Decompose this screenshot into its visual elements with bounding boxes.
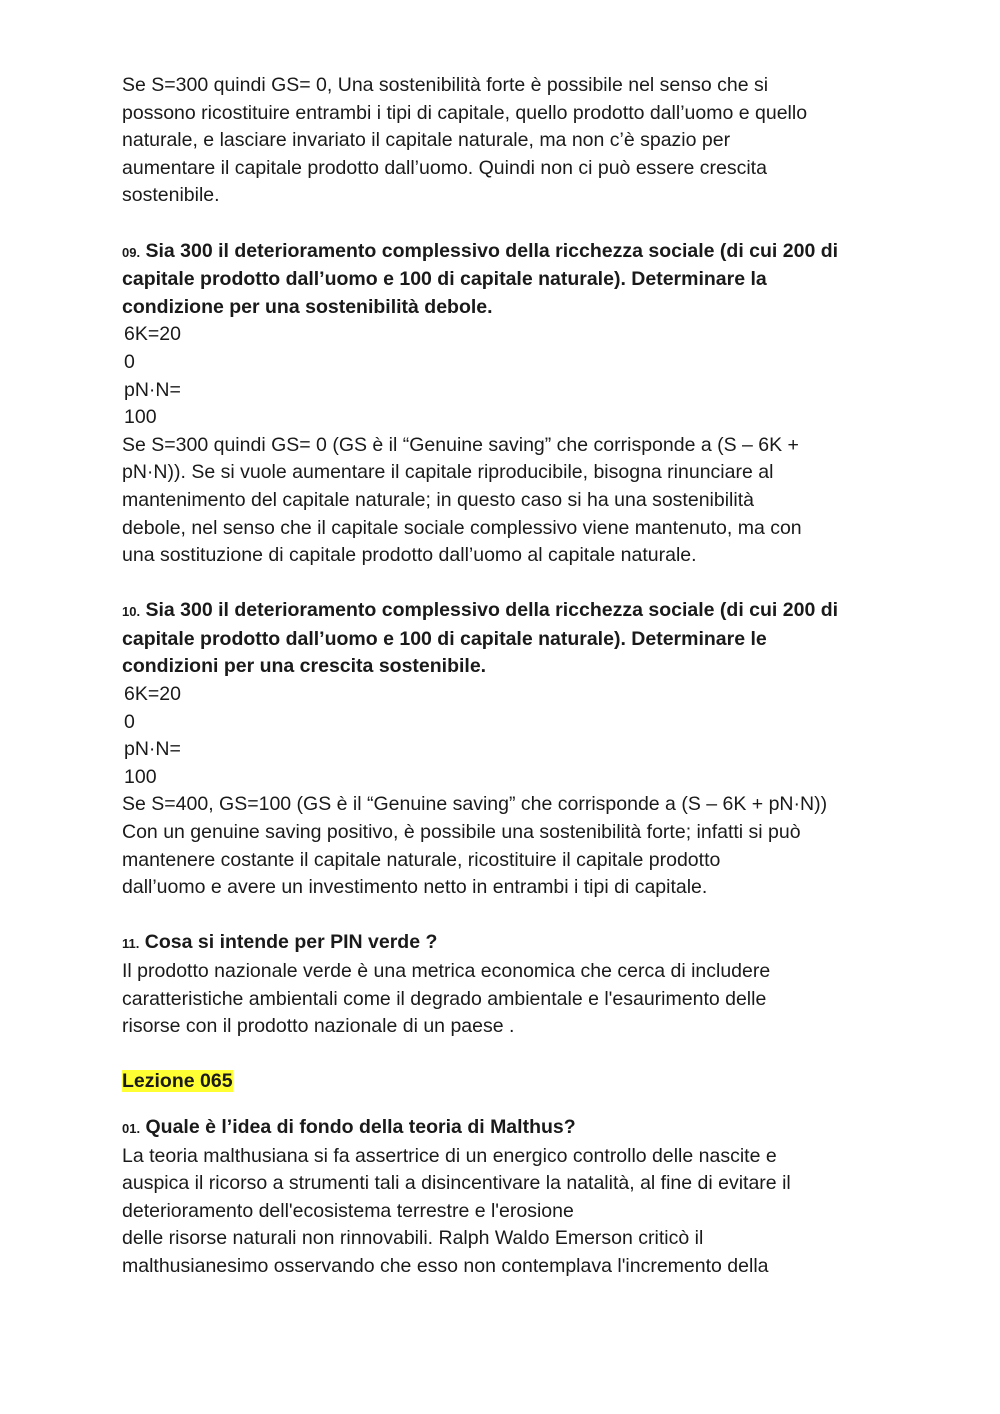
lesson-title: Lezione 065 [122,1070,233,1093]
spacer [122,902,882,930]
question-text: Sia 300 il deterioramento complessivo della ricchezza sociale (di cui 200 di [145,239,839,262]
formula-line: 0 [124,710,135,733]
question-text: Cosa si intende per PIN verde ? [144,931,438,954]
formula-line: 6K=20 [124,683,181,706]
answer-line: delle risorse naturali non rinnovabili. Ralph Waldo Emerson criticò il [122,1227,704,1250]
answer-line: risorse con il prodotto nazionale di un paese . [122,1015,515,1038]
answer-line: una sostituzione di capitale prodotto dall’uomo al capitale naturale. [122,544,697,567]
answer-line: pN·N)). Se si vuole aumentare il capitale riproducibile, bisogna rinunciare al [122,461,774,484]
question-line: condizione per una sostenibilità debole. [122,295,493,318]
question-11 [122,929,882,1040]
continuation-paragraph [122,72,882,210]
answer-line: dall’uomo e avere un investimento netto in entrambi i tipi di capitale. [122,876,708,899]
formula-line: 100 [124,406,157,429]
question-10 [122,597,882,902]
paragraph-line: sostenibile. [122,184,220,207]
question-line: capitale prodotto dall’uomo e 100 di capitale naturale). Determinare le [122,627,767,650]
paragraph-line: naturale, e lasciare invariato il capitale naturale, ma non c’è spazio per [122,129,731,152]
question-01 [122,1114,882,1281]
question-number: 09. [122,244,141,260]
question-text: Sia 300 il deterioramento complessivo della ricchezza sociale (di cui 200 di [145,599,839,622]
answer-line: Il prodotto nazionale verde è una metrica economica che cerca di includere [122,960,771,982]
lesson-heading [122,1068,882,1096]
question-09 [122,238,882,570]
spacer [122,210,882,238]
question-line: capitale prodotto dall’uomo e 100 di capitale naturale). Determinare la [122,268,767,291]
answer-line: malthusianesimo osservando che esso non contemplava l'incremento della [122,1254,769,1277]
question-text: Quale è l’idea di fondo della teoria di Malthus? [145,1115,576,1138]
formula-line: pN·N= [124,378,181,401]
answer-line: Se S=400, GS=100 (GS è il “Genuine saving” che corrisponde a (S – 6K + pN·N)) [122,793,828,816]
question-line [122,238,882,267]
spacer [122,1041,882,1069]
answer-line: mantenimento del capitale naturale; in questo caso si ha una sostenibilità [122,488,754,511]
document-page [122,72,882,1281]
paragraph-line: aumentare il capitale prodotto dall’uomo. Quindi non ci può essere crescita [122,156,767,179]
question-number: 11. [122,936,140,952]
answer-line: mantenere costante il capitale naturale, ricostituire il capitale prodotto [122,848,721,871]
question-line: condizioni per una crescita sostenibile. [122,655,487,678]
question-line [122,597,882,626]
answer-line: caratteristiche ambientali come il degrado ambientale e l'esaurimento delle [122,987,767,1010]
formula-line: 0 [124,350,135,373]
question-line [122,929,882,958]
formula-line: 100 [124,765,157,788]
formula-line: pN·N= [124,738,181,761]
spacer [122,570,882,598]
question-number: 10. [122,604,141,620]
answer-line: Con un genuine saving positivo, è possibile una sostenibilità forte; infatti si può [122,821,801,844]
answer-line: Se S=300 quindi GS= 0 (GS è il “Genuine saving” che corrisponde a (S – 6K + [122,433,799,456]
paragraph-line: possono ricostituire entrambi i tipi di capitale, quello prodotto dall’uomo e quello [122,101,808,124]
answer-line: debole, nel senso che il capitale sociale complessivo viene mantenuto, ma con [122,516,802,539]
question-line [122,1114,882,1143]
answer-line: deterioramento dell'ecosistema terrestre e l'erosione [122,1199,574,1222]
answer-line: La teoria malthusiana si fa assertrice di un energico controllo delle nascite e [122,1144,777,1167]
answer-line: auspica il ricorso a strumenti tali a disincentivare la natalità, al fine di evitare il [122,1172,791,1195]
paragraph-line: Se S=300 quindi GS= 0, Una sostenibilità forte è possibile nel senso che si [122,74,769,96]
question-number: 01. [122,1120,141,1136]
formula-line: 6K=20 [124,323,181,346]
